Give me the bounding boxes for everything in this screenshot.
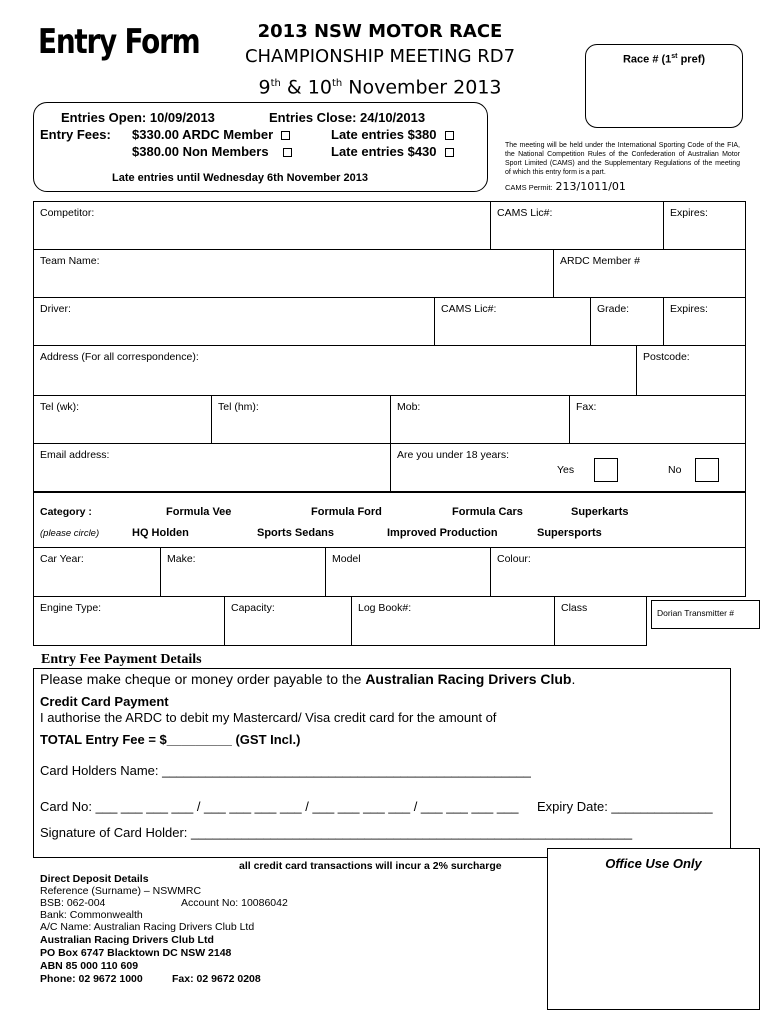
postcode-label: Postcode: xyxy=(643,351,690,363)
checkbox-icon[interactable] xyxy=(445,148,454,157)
ardc-member-label: ARDC Member # xyxy=(560,255,640,267)
total-entry-fee[interactable]: TOTAL Entry Fee = $_________ (GST Incl.) xyxy=(40,732,301,747)
expires-label: Expires: xyxy=(670,207,708,219)
team-name-field[interactable] xyxy=(33,249,554,298)
fee-member-option[interactable] xyxy=(132,127,290,142)
deposit-ac-name: A/C Name: Australian Racing Drivers Club Ltd xyxy=(40,921,255,933)
org-name: Australian Racing Drivers Club Ltd xyxy=(40,934,214,946)
driver-field[interactable] xyxy=(33,297,435,346)
event-title-line2: CHAMPIONSHIP MEETING RD7 xyxy=(244,46,516,67)
colour-field[interactable] xyxy=(490,547,746,597)
org-abn: ABN 85 000 110 609 xyxy=(40,960,139,972)
email-field[interactable] xyxy=(33,443,391,492)
event-title-line1: 2013 NSW MOTOR RACE xyxy=(257,21,503,42)
fax-label: Fax: xyxy=(576,401,597,413)
entries-close: Entries Close: 24/10/2013 xyxy=(269,110,426,125)
late-entries-note: Late entries until Wednesday 6th November 2013 xyxy=(112,172,368,184)
ordinal-suffix: th xyxy=(270,78,281,89)
category-label: Category : xyxy=(40,506,92,518)
authorise-text: I authorise the ARDC to debit my Mastercard/ Visa credit card for the amount of xyxy=(40,710,497,725)
permit-value: 213/1011/01 xyxy=(555,180,626,193)
card-number-field[interactable]: Card No: ___ ___ ___ ___ / ___ ___ ___ ___ / ___ ___ ___ ___ / ___ ___ ___ ___ xyxy=(40,799,519,814)
driver-expires-label: Expires: xyxy=(670,303,708,315)
fee-late-430-label: Late entries $430 xyxy=(331,144,437,159)
category-improved-production[interactable]: Improved Production xyxy=(387,527,498,539)
colour-label: Colour: xyxy=(497,553,531,565)
cheque-instruction xyxy=(40,671,575,687)
category-formula-ford[interactable]: Formula Ford xyxy=(311,506,382,518)
cams-lic-field[interactable] xyxy=(490,201,664,250)
race-preference-box[interactable] xyxy=(585,44,743,128)
cheque-payee: Australian Racing Drivers Club xyxy=(365,671,572,687)
org-fax: Fax: 02 9672 0208 xyxy=(172,973,261,985)
driver-expires-field[interactable] xyxy=(663,297,746,346)
driver-label: Driver: xyxy=(40,303,71,315)
event-month-year: November 2013 xyxy=(342,76,502,99)
signature-field[interactable]: Signature of Card Holder: _____________________________________________________________ xyxy=(40,825,633,840)
no-label: No xyxy=(668,464,682,476)
class-label: Class xyxy=(561,602,588,614)
deposit-reference: Reference (Surname) – NSWMRC xyxy=(40,885,202,897)
card-holder-name-field[interactable]: Card Holders Name: ___________________________________________________ xyxy=(40,763,531,778)
category-hint: (please circle) xyxy=(40,528,100,539)
office-use-box: Office Use Only xyxy=(547,848,760,1010)
mob-field[interactable] xyxy=(390,395,570,444)
grade-label: Grade: xyxy=(597,303,630,315)
expiry-date-field[interactable]: Expiry Date: ______________ xyxy=(537,799,713,814)
make-field[interactable] xyxy=(160,547,326,597)
driver-cams-field[interactable] xyxy=(434,297,591,346)
race-label-sup: st xyxy=(671,53,678,60)
fee-non-member-option[interactable] xyxy=(132,144,292,159)
car-year-field[interactable] xyxy=(33,547,161,597)
mob-label: Mob: xyxy=(397,401,421,413)
yes-checkbox[interactable] xyxy=(594,458,618,482)
category-hq-holden[interactable]: HQ Holden xyxy=(132,527,189,539)
category-box xyxy=(33,492,746,548)
driver-cams-label: CAMS Lic#: xyxy=(441,303,497,315)
payment-section-title: Entry Fee Payment Details xyxy=(41,652,202,667)
category-formula-cars[interactable]: Formula Cars xyxy=(452,506,523,518)
cams-permit xyxy=(505,180,626,193)
fee-non-member-label: $380.00 Non Members xyxy=(132,144,269,159)
make-label: Make: xyxy=(167,553,196,565)
checkbox-icon[interactable] xyxy=(445,131,454,140)
regulations-text: The meeting will be held under the International Sporting Code of the FIA, the National Competition Rules of the Confederation of Australian Motor Sport Limited (CAMS) and the Supplementary Regulations of the meeting of which this entry form is a part. xyxy=(505,142,740,176)
tel-hm-label: Tel (hm): xyxy=(218,401,259,413)
credit-card-title: Credit Card Payment xyxy=(40,694,169,709)
entries-open: Entries Open: 10/09/2013 xyxy=(61,110,215,125)
event-day2: 10 xyxy=(307,76,332,99)
yes-label: Yes xyxy=(557,464,575,476)
ordinal-suffix: th xyxy=(331,78,343,89)
entry-fees-label: Entry Fees: xyxy=(40,127,111,142)
dorian-transmitter-field[interactable] xyxy=(651,600,760,629)
cheque-text: Please make cheque or money order payable to the xyxy=(40,671,366,687)
fee-late-430-option[interactable] xyxy=(331,144,454,159)
email-label: Email address: xyxy=(40,449,110,461)
form-title: Entry Form xyxy=(38,22,200,62)
competitor-field[interactable] xyxy=(33,201,491,250)
dorian-transmitter-label: Dorian Transmitter # xyxy=(657,608,734,618)
checkbox-icon[interactable] xyxy=(283,148,292,157)
capacity-field[interactable] xyxy=(224,596,352,646)
fax-field[interactable] xyxy=(569,395,746,444)
no-checkbox[interactable] xyxy=(695,458,719,482)
event-amp: & xyxy=(280,76,308,99)
race-preference-label xyxy=(586,53,742,66)
tel-wk-field[interactable] xyxy=(33,395,212,444)
cheque-end: . xyxy=(571,671,576,687)
deposit-bank: Bank: Commonwealth xyxy=(40,909,143,921)
engine-type-label: Engine Type: xyxy=(40,602,102,614)
checkbox-icon[interactable] xyxy=(281,131,290,140)
address-field[interactable] xyxy=(33,345,637,396)
event-dates xyxy=(200,72,560,99)
competitor-label: Competitor: xyxy=(40,207,95,219)
race-label-b: pref) xyxy=(677,53,706,66)
model-field[interactable] xyxy=(325,547,491,597)
fee-late-380-label: Late entries $380 xyxy=(331,127,437,142)
fee-late-380-option[interactable] xyxy=(331,127,454,142)
address-label: Address (For all correspondence): xyxy=(40,351,199,363)
org-po-box: PO Box 6747 Blacktown DC NSW 2148 xyxy=(40,947,232,959)
deposit-account: Account No: 10086042 xyxy=(181,897,288,909)
category-supersports[interactable]: Supersports xyxy=(537,527,602,539)
category-formula-vee[interactable]: Formula Vee xyxy=(166,506,232,518)
category-sports-sedans[interactable]: Sports Sedans xyxy=(257,527,335,539)
car-year-label: Car Year: xyxy=(40,553,84,565)
class-field[interactable] xyxy=(554,596,647,646)
ardc-member-field[interactable] xyxy=(553,249,746,298)
expires-field[interactable] xyxy=(663,201,746,250)
logbook-field[interactable] xyxy=(351,596,555,646)
engine-type-field[interactable] xyxy=(33,596,225,646)
direct-deposit-title: Direct Deposit Details xyxy=(40,873,149,885)
permit-label: CAMS Permit: xyxy=(505,183,553,192)
logbook-label: Log Book#: xyxy=(358,602,412,614)
grade-field[interactable] xyxy=(590,297,664,346)
tel-wk-label: Tel (wk): xyxy=(40,401,80,413)
fee-member-label: $330.00 ARDC Member xyxy=(132,127,274,142)
tel-hm-field[interactable] xyxy=(211,395,391,444)
org-phone: Phone: 02 9672 1000 xyxy=(40,973,143,985)
race-label-a: Race # (1 xyxy=(622,53,672,66)
category-superkarts[interactable]: Superkarts xyxy=(571,506,629,518)
surcharge-note: all credit card transactions will incur a 2% surcharge xyxy=(239,860,502,872)
capacity-label: Capacity: xyxy=(231,602,275,614)
under-18-label: Are you under 18 years: xyxy=(397,449,510,461)
event-day1: 9 xyxy=(258,76,271,99)
postcode-field[interactable] xyxy=(636,345,746,396)
deposit-bsb: BSB: 062-004 xyxy=(40,897,106,909)
team-name-label: Team Name: xyxy=(40,255,100,267)
cams-lic-label: CAMS Lic#: xyxy=(497,207,553,219)
model-label: Model xyxy=(332,553,361,565)
